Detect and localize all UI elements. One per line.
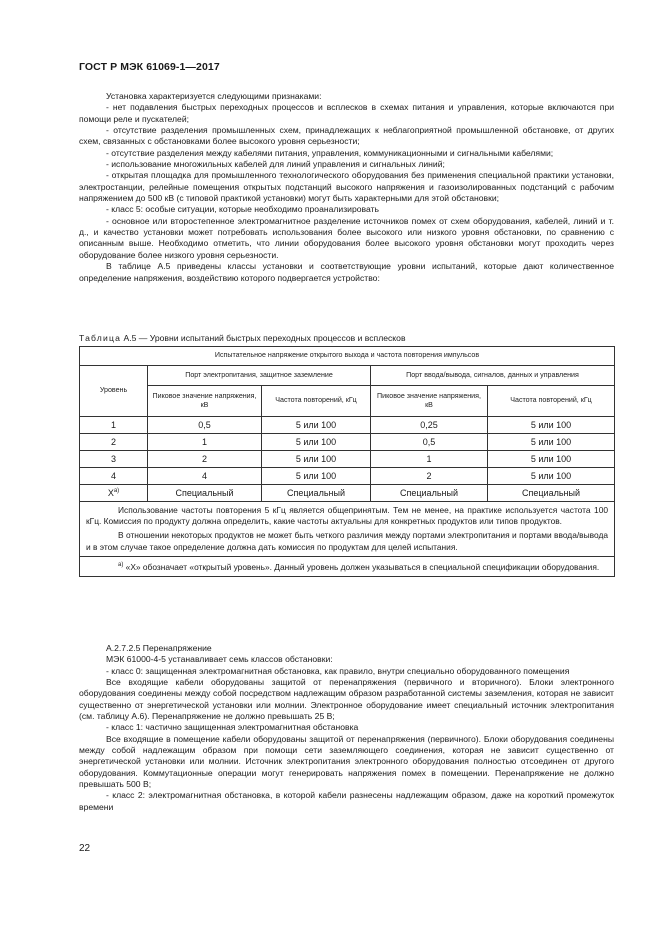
- paragraph: Установка характеризуется следующими признаками:: [106, 91, 322, 101]
- page-number: 22: [79, 843, 91, 854]
- paragraph: - нет подавления быстрых переходных процессов и всплесков в схемах питания и управления, которые включаются при помощи реле и пускателей;: [79, 102, 614, 124]
- paragraph: - отсутствие разделения между кабелями питания, управления, коммуникационными и сигнальными кабелями;: [106, 147, 554, 158]
- sub-header-peak: Пиковое значение напряжения, кВ: [371, 386, 488, 417]
- cell-level: 2: [80, 434, 148, 451]
- overvoltage-section: [79, 643, 614, 813]
- cell-peak-io: 2: [371, 468, 488, 485]
- cell-special: Специальный: [371, 485, 488, 502]
- paragraph: - класс 0: защищенная электромагнитная обстановка, как правило, внутри специально оборудованного помещения: [106, 665, 570, 676]
- cell-freq-io: 5 или 100: [488, 451, 615, 468]
- cell-freq-io: 5 или 100: [488, 468, 615, 485]
- cell-freq-power: 5 или 100: [262, 468, 371, 485]
- sub-header-freq: Частота повторений, кГц: [262, 386, 371, 417]
- cell-level: [80, 485, 148, 502]
- cell-special: Специальный: [488, 485, 615, 502]
- table-row: [80, 468, 615, 485]
- cell-peak-io: 0,25: [371, 417, 488, 434]
- caption-label: Таблица: [79, 333, 122, 343]
- table-footnote: [80, 556, 615, 576]
- cell-freq-io: 5 или 100: [488, 417, 615, 434]
- paragraph: - отсутствие разделения промышленных схем, принадлежащих к неблагоприятной промышленной обстановке, от других схем, связанных с обстановками более высокого уровня серьезности;: [79, 125, 614, 147]
- sub-header-freq: Частота повторений, кГц: [488, 386, 615, 417]
- test-levels-table: [79, 346, 615, 577]
- cell-peak-power: 2: [148, 451, 262, 468]
- caption-text: А.5 — Уровни испытаний быстрых переходных процессов и всплесков: [121, 333, 406, 343]
- paragraph: МЭК 61000-4-5 устанавливает семь классов обстановки:: [106, 654, 333, 665]
- cell-freq-io: 5 или 100: [488, 434, 615, 451]
- paragraph: - класс 1: частично защищенная электромагнитная обстановка: [106, 722, 359, 733]
- paragraph: Все входящие в помещение кабели оборудованы защитой от перенапряжения (первичного). Блоки оборудования соединены между собой надлежащим образом при помощи сети заземляющего соединения, которая не зависит существенно от энергетической установки или молнии. Источник электропитания электронного оборудования полностью отсоединен от другого оборудования. Коммутационные операции могут генерировать напряжения помех в помещении. Перенапряжение не должно превышать 500 В;: [79, 733, 614, 790]
- cell-peak-power: 1: [148, 434, 262, 451]
- paragraph: - класс 2: электромагнитная обстановка, в которой кабели разнесены надлежащим образом, даже на короткий промежуток времени: [79, 790, 614, 812]
- table-row: [80, 417, 615, 434]
- intro-text: [79, 91, 614, 284]
- cell-level: 4: [80, 468, 148, 485]
- document-header: ГОСТ Р МЭК 61069-1—2017: [79, 61, 220, 73]
- footnote-mark: а): [113, 488, 120, 494]
- paragraph: Все входящие кабели оборудованы защитой от перенапряжения (первичного и вторичного). Блоки электронного оборудования соединены между собой посредством надлежащим образом разработанной системы заземления, которая не зависит существенно от энергетической установки или молнии. Электронное оборудование имеет специальный источник электропитания (см. таблицу А.6). Перенапряжение не должно превышать 25 В;: [79, 677, 614, 722]
- footnote-text: «X» обозначает «открытый уровень». Данный уровень должен указываться в специальной спецификации оборудования.: [123, 561, 600, 572]
- paragraph: - использование многожильных кабелей для линий управления и сигнальных линий;: [106, 159, 445, 170]
- cell-peak-power: 4: [148, 468, 262, 485]
- cell-peak-io: 0,5: [371, 434, 488, 451]
- table-note: Использование частоты повторения 5 кГц является общепринятым. Тем не менее, на практике используется частота 100 кГц. Комиссия по продукту должна определить, какие частоты актуальны для конкретных продуктов или типов продуктов.: [86, 505, 609, 527]
- table-row: [80, 451, 615, 468]
- group-header-power: Порт электропитания, защитное заземление: [148, 366, 371, 386]
- cell-level: 1: [80, 417, 148, 434]
- cell-freq-power: 5 или 100: [262, 417, 371, 434]
- paragraph: - основное или второстепенное электромагнитное разделение источников помех от схем оборудования, кабелей, линий и т. д., и качество установки может потребовать использования более высокого или низкого уровня обстановки, по сравнению с описанным выше. Необходимо отметить, что линии оборудования более высокого уровня обстановки могут проходить через оборудование более низкого уровня серьезности.: [79, 215, 614, 260]
- table-top-header: Испытательное напряжение открытого выхода и частота повторения импульсов: [80, 347, 615, 366]
- table-notes: [80, 502, 615, 557]
- paragraph: - класс 5: особые ситуации, которые необходимо проанализировать: [106, 204, 379, 215]
- cell-level: 3: [80, 451, 148, 468]
- cell-freq-power: 5 или 100: [262, 434, 371, 451]
- cell-special: Специальный: [262, 485, 371, 502]
- table-caption: [79, 333, 406, 343]
- cell-peak-io: 1: [371, 451, 488, 468]
- cell-freq-power: 5 или 100: [262, 451, 371, 468]
- level-header: Уровень: [80, 366, 148, 417]
- cell-special: Специальный: [148, 485, 262, 502]
- footnote-mark: а): [118, 561, 124, 568]
- section-title: А.2.7.2.5 Перенапряжение: [106, 643, 212, 653]
- x-level: X: [107, 488, 114, 498]
- cell-peak-power: 0,5: [148, 417, 262, 434]
- paragraph: В таблице А.5 приведены классы установки и соответствующие уровни испытаний, которые дают количественное определение напряжения, воздействию которого подвергается устройство:: [79, 261, 614, 283]
- table-row: [80, 485, 615, 502]
- group-header-io: Порт ввода/вывода, сигналов, данных и управления: [371, 366, 615, 386]
- sub-header-peak: Пиковое значение напряжения, кВ: [148, 386, 262, 417]
- table-note: В отношении некоторых продуктов не может быть четкого различия между портами электропитания и портами ввода/вывода и в этом случае такое определение должна дать комиссия по продуктам для целей испытания.: [86, 530, 609, 552]
- table-row: [80, 434, 615, 451]
- paragraph: - открытая площадка для промышленного технологического оборудования без применения специальной практики установки, электростанции, релейные помещения открытых подстанций высокого напряжения и газоизолированных подстанций с рабочим напряжением до 500 кВ (с типовой практикой установки) могут быть характерными для этой обстановки;: [79, 170, 614, 204]
